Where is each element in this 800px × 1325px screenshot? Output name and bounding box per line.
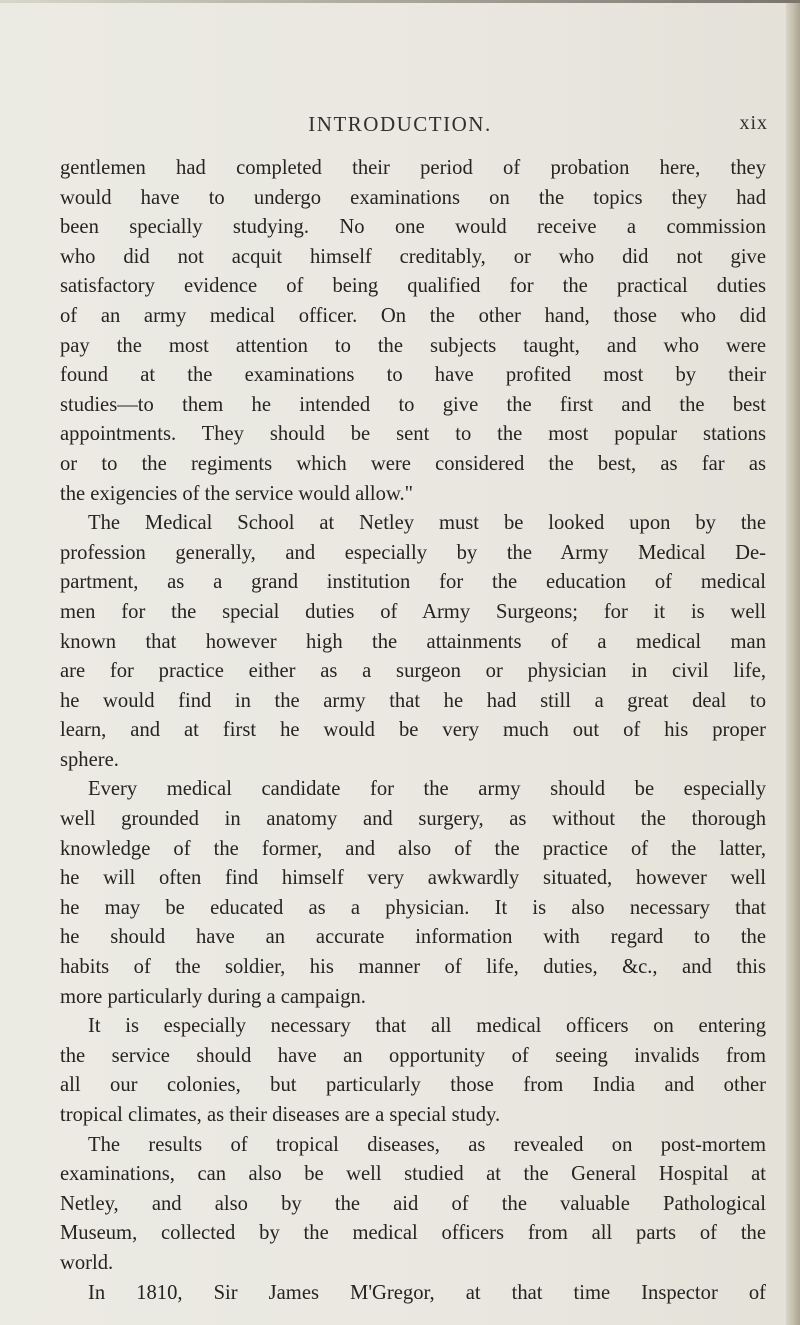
text-line: pay the most attention to the subjects taught, and who were <box>60 334 766 357</box>
text-line: known that however high the attainments of a medical man <box>60 630 766 653</box>
text-line: who did not acquit himself creditably, or who did not give <box>60 245 766 268</box>
text-line: world. <box>60 1251 114 1274</box>
text-line: more particularly during a campaign. <box>60 985 366 1008</box>
text-line: sphere. <box>60 748 119 771</box>
text-line: he would find in the army that he had still a great deal to <box>60 689 766 712</box>
text-line: all our colonies, but particularly those from India and other <box>60 1074 766 1097</box>
text-line: learn, and at first he would be very much out of his proper <box>60 719 766 742</box>
text-line: would have to undergo examinations on the topics they had <box>60 186 766 209</box>
text-line: found at the examinations to have profited most by their <box>60 364 766 387</box>
text-line: habits of the soldier, his manner of life, duties, &c., and this <box>60 956 766 979</box>
text-line: are for practice either as a surgeon or physician in civil life, <box>60 660 766 683</box>
text-line: partment, as a grand institution for the education of medical <box>60 571 766 594</box>
text-line: It is especially necessary that all medical officers on entering <box>88 1015 766 1038</box>
text-line: Every medical candidate for the army should be especially <box>88 778 766 801</box>
text-line: he may be educated as a physician. It is also necessary that <box>60 896 766 919</box>
text-line: tropical climates, as their diseases are a special study. <box>60 1104 501 1126</box>
text-line: men for the special duties of Army Surgeons; for it is well <box>60 600 766 623</box>
page-number: xix <box>739 112 768 134</box>
text-line: studies—to them he intended to give the first and the best <box>60 393 766 416</box>
text-line: he should have an accurate information with regard to the <box>60 926 766 949</box>
text-line: In 1810, Sir James M'Gregor, at that time Inspector of <box>88 1281 766 1304</box>
text-line: The results of tropical diseases, as revealed on post-mortem <box>88 1133 766 1156</box>
text-line: The Medical School at Netley must be looked upon by the <box>88 512 766 535</box>
body-text <box>60 154 766 1308</box>
running-head <box>250 112 790 142</box>
text-line: knowledge of the former, and also of the practice of the latter, <box>60 837 766 860</box>
text-line: the exigencies of the service would allow." <box>60 482 414 505</box>
text-line: of an army medical officer. On the other hand, those who did <box>60 304 766 327</box>
text-line: he will often find himself very awkwardly situated, however well <box>60 867 766 890</box>
text-line: the service should have an opportunity of seeing invalids from <box>60 1044 766 1067</box>
text-line: gentlemen had completed their period of probation here, they <box>60 157 766 179</box>
text-line: well grounded in anatomy and surgery, as without the thorough <box>60 808 766 831</box>
text-line: Netley, and also by the aid of the valuable Pathological <box>60 1192 766 1215</box>
text-line: examinations, can also be well studied at the General Hospital at <box>60 1163 766 1186</box>
text-line: satisfactory evidence of being qualified for the practical duties <box>60 275 766 298</box>
page-top-edge <box>0 0 800 3</box>
text-line: or to the regiments which were considered the best, as far as <box>60 452 766 475</box>
text-line: profession generally, and especially by the Army Medical De- <box>60 541 766 564</box>
text-line: been specially studying. No one would receive a commission <box>60 216 766 239</box>
page-edge <box>786 0 800 1325</box>
page-title: INTRODUCTION. <box>308 112 492 136</box>
text-line: Museum, collected by the medical officers from all parts of the <box>60 1222 766 1245</box>
text-line: appointments. They should be sent to the most popular stations <box>60 423 766 446</box>
